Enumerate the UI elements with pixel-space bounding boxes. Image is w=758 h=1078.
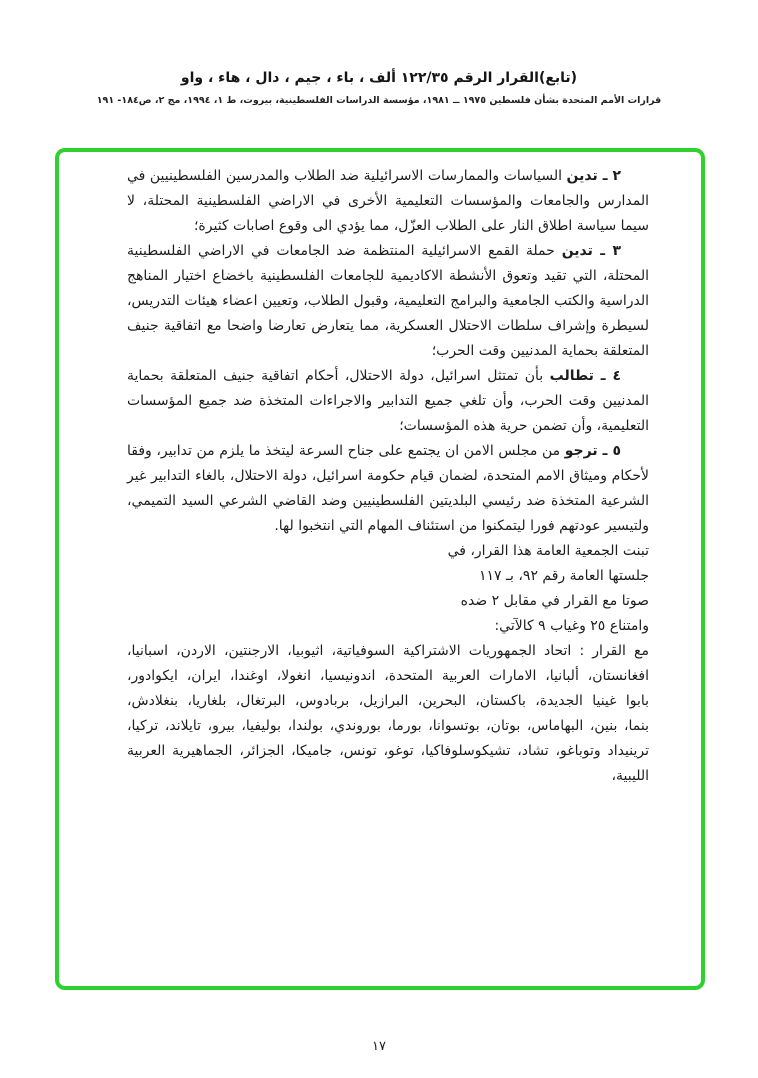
paragraph-2-lead: ٢ ـ تدين xyxy=(566,168,622,184)
page-header xyxy=(0,70,758,106)
paragraph-2 xyxy=(127,164,649,239)
vote-result-line-3: صوتا مع القرار في مقابل ٢ ضده xyxy=(460,593,649,609)
paragraph-3-text: حملة القمع الاسرائيلية المنتظمة ضد الجامعات في الاراضي الفلسطينية المحتلة، التي تقيد وتعوق الأنشطة الاكاديمية للجامعات الفلسطينية باخضاع اختيار المناهج الدراسية والكتب الجامعية والبرامج التعليمية، وقبول الطلاب، وتعيين اعضاء هيئات التدريس، لسيطرة وإشراف سلطات الاحتلال العسكرية، مما يتعارض تعارضا واضحا مع اتفاقية جنيف المتعلقة بحماية المدنيين وقت الحرب؛ xyxy=(127,243,649,359)
paragraph-5 xyxy=(127,439,649,539)
vote-result-line-1: تبنت الجمعية العامة هذا القرار، في xyxy=(447,543,649,559)
resolution-text-box xyxy=(55,148,705,990)
paragraph-5-lead: ٥ ـ ترجو xyxy=(564,443,621,459)
paragraph-4 xyxy=(127,364,649,439)
countries-in-favor-list: مع القرار : اتحاد الجمهوريات الاشتراكية السوفياتية، اثيوبيا، الارجنتين، الاردن، اسبانيا، افغانستان، ألبانيا، الامارات العربية المتحدة، اندونيسيا، انغولا، اوغندا، ايران، ايكوادور، بابوا غينيا الجديدة، باكستان، البحرين، البرازيل، بربادوس، البرتغال، بلغاريا، بنغلادش، بنما، بنين، البهاماس، بوتان، بوتسوانا، بورما، بوروندي، بولندا، بوليفيا، بيرو، تايلاند، تركيا، ترينيداد وتوباغو، تشاد، تشيكوسلوفاكيا، توغو، تونس، جاميكا، الجزائر، الجماهيرية العربية الليبية، xyxy=(127,643,649,784)
resolution-title: (تابع)القرار الرقم ١٢٢/٣٥ ألف ، باء ، جيم ، دال ، هاء ، واو xyxy=(180,70,578,86)
paragraph-5-text: من مجلس الامن ان يجتمع على جناح السرعة ليتخذ ما يلزم من تدابير، وفقا لأحكام وميثاق الامم المتحدة، لضمان قيام حكومة اسرائيل، دولة الاحتلال، بالغاء التدابير غير الشرعية المتخذة ضد رئيسي البلديتين الفلسطينيين وضد القاضي الشرعي السيد التميمي، ولتيسير عودتهم فورا ليتمكنوا من استئناف المهام التي انتخبوا لها. xyxy=(127,443,649,534)
page-number: ١٧ xyxy=(372,1039,386,1054)
paragraph-2-text: السياسات والممارسات الاسرائيلية ضد الطلاب والمدرسين الفلسطينيين في المدارس والجامعات والمؤسسات التعليمية الأخرى في الاراضي الفلسطينية المحتلة، لا سيما سياسة اطلاق النار على الطلاب العزّل، مما يؤدي الى وقوع اصابات كثيرة؛ xyxy=(127,168,649,234)
paragraph-3 xyxy=(127,239,649,364)
vote-result-line-2: جلستها العامة رقم ٩٢، بـ ١١٧ xyxy=(478,568,649,584)
vote-result-line-4: وامتناع ٢٥ وغياب ٩ كالآتي: xyxy=(494,618,649,634)
source-citation: قرارات الأمم المتحدة بشأن فلسطين ١٩٧٥ ــ ١٩٨١، مؤسسة الدراسات الفلسطينية، بيروت، ط ١، ١٩٩٤، مج ٢، ص١٨٤- ١٩١ xyxy=(96,95,662,106)
paragraph-4-text: بأن تمتثل اسرائيل، دولة الاحتلال، أحكام اتفاقية جنيف المتعلقة بحماية المدنيين وقت الحرب، وأن تلغي جميع التدابير والاجراءات المتخذة ضد جميع المؤسسات التعليمية، وأن تضمن حرية هذه المؤسسات؛ xyxy=(127,368,649,434)
paragraph-3-lead: ٣ ـ تدين xyxy=(561,243,621,259)
paragraph-4-lead: ٤ ـ تطالب xyxy=(549,368,621,384)
